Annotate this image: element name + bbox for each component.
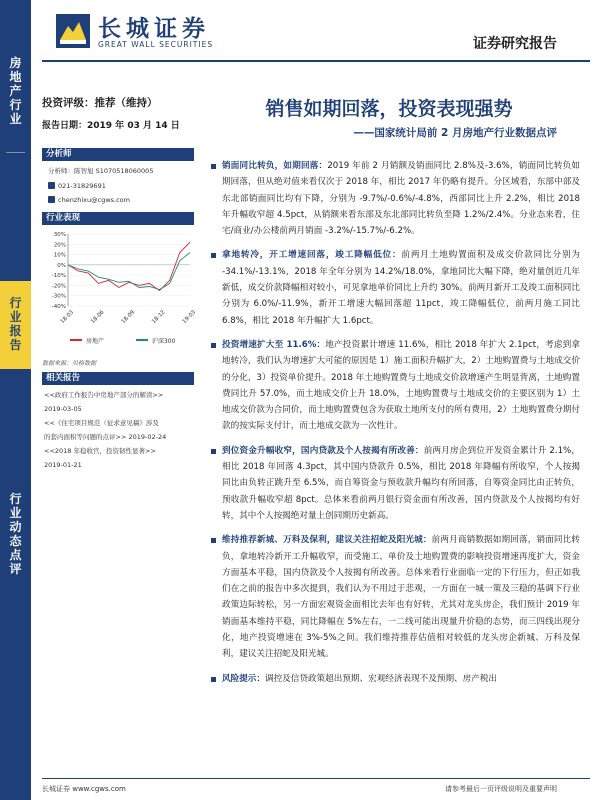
- chart-ytick-label: 10%: [53, 252, 66, 259]
- report-type-title: 证券研究报告: [473, 36, 557, 52]
- chart-xtick-label: 18-06: [90, 309, 106, 326]
- chart-xtick-label: 19-03: [181, 309, 198, 326]
- key-point-heading: 到位资金升幅收窄，国内贷款及个人按揭有所改善：: [222, 445, 424, 456]
- chart-legend: [70, 336, 205, 345]
- chart-ytick-label: 0%: [57, 262, 66, 269]
- legend-label-hs300: 沪深300: [151, 338, 176, 345]
- investment-rating: 投资评级：推荐（维持）: [42, 97, 158, 109]
- industry-performance-chart: [42, 228, 198, 352]
- key-point: [210, 337, 580, 435]
- related-report-line: 2019-03-05: [44, 405, 82, 413]
- chart-ytick-label: -30%: [51, 293, 66, 300]
- sidebar: [0, 0, 31, 800]
- sidebar-section-report-label: 行业报告: [9, 296, 22, 352]
- legend-item-realestate: [70, 336, 104, 345]
- chart-ytick-label: -10%: [51, 273, 66, 280]
- sidebar-section-comment: [0, 492, 31, 576]
- key-point: [210, 158, 580, 239]
- legend-item-hs300: [136, 336, 175, 345]
- related-report-line: <<2018 年稳收官，投资韧性显著>>: [44, 447, 156, 455]
- legend-swatch-realestate: [70, 339, 82, 341]
- related-report-line: 的套内面积等问题的点评>> 2019-02-24: [44, 433, 167, 441]
- key-points: [210, 158, 580, 687]
- chart-ytick-label: -40%: [51, 304, 66, 310]
- sidebar-divider: [6, 152, 25, 153]
- footer-disclaimer: 请参考最后一页评级说明及重要声明: [445, 785, 557, 793]
- key-point-heading: 风险提示：: [222, 673, 265, 684]
- logo-english-name: GREAT WALL SECURITIES: [98, 40, 214, 49]
- key-point-body: 地产投资累计增速 11.6%，相比 2018 年扩大 2.1pct，考虑到拿地转冷，我们认为增速扩大可能的原因是 1）施工面积升幅扩大，2）土地购置费与土地成交价的分化，3）投资单价提升。2018 年土地购置费与土地成交价款增速产生明显背离，土地购置费同比升 57.0%，而土地成交价上升 18.0%，土地购置费与土地成交价的主要区别为 1）土地成交价款为合同价，而土地购置费包含为获取土地所支付的所有费用，2）土地购置费分期付款的按实际支付计，而土地成交款为一次性计。: [222, 339, 580, 432]
- key-point-body: 前两月房企到位开发资金累计升 2.1%，相比 2018 年回落 4.3pct，其中国内贷款升 0.5%，相比 2018 年降幅有所收窄，个人按揭同比由负转正跳升至 6.5%，而自筹资金与预收款升幅均有所回落，自筹资金同比由正转负，预收款升幅收窄超 8pct。总体来看前两月银行资金面有所改善，国内贷款及个人按揭均有好转，其中个人按揭绝对量上创同期历史新高。: [222, 445, 580, 521]
- analyst-name: [48, 166, 153, 175]
- key-point-heading: 销面同比转负，如期回落：: [222, 161, 328, 171]
- bullet-icon: [211, 343, 216, 348]
- key-point: [210, 443, 580, 524]
- chart-source: 数据来源：贝格数据: [42, 360, 97, 367]
- header-rule: [42, 60, 590, 62]
- chart-series-line: [68, 242, 190, 290]
- key-point: [210, 671, 580, 687]
- trend-box-header: 行业表现: [42, 212, 194, 225]
- chart-xtick-label: 18-09: [120, 309, 137, 326]
- chart-xtick-label: 18-12: [151, 309, 167, 326]
- bullet-icon: [211, 677, 216, 682]
- chart-ytick-label: 20%: [53, 242, 66, 249]
- legend-label-realestate: 房地产: [86, 338, 105, 345]
- analyst-name-text: 分析师：陈智旭 S1070518060005: [48, 167, 154, 175]
- key-point-heading: 拿地转冷，开工增速回落，竣工降幅低位：: [222, 250, 402, 261]
- footer-website: 长城证券 www.cgws.com: [42, 785, 126, 793]
- performance-chart-svg: [42, 228, 198, 334]
- bullet-icon: [211, 164, 216, 169]
- chart-series-line: [68, 253, 190, 290]
- key-point-body: 前两月土地购置面积及成交价款同比分别为 -34.1%/-13.1%，2018 年全年分别为 14.2%/18.0%，拿地同比大幅下降，绝对量创近几年新低，成交价款降幅相对较小，可见拿地单价同比上升约 30%。前两月新开工及竣工面积同比分别为 6.0%/-11.9%，新开工增速大幅回落超 11pct，竣工降幅低位，前两月施工同比 6.8%，相比 2018 年升幅扩大 1.6pct。: [222, 250, 580, 326]
- sidebar-section-comment-label: 行业动态点评: [9, 492, 22, 576]
- related-report-line: <<《住宅项目规范（征求意见稿》涉及: [44, 419, 159, 427]
- bullet-icon: [211, 449, 216, 454]
- sidebar-section-report: [0, 296, 31, 352]
- key-point-heading: 维持推荐新城、万科及保利，建议关注招蛇及阳光城：: [222, 535, 432, 546]
- analyst-box-header: 分析师: [42, 148, 194, 161]
- report-main-title: 销售如期回落，投资表现强势: [265, 98, 513, 120]
- related-report-line: <<政府工作报告中房地产部分的解读>>: [44, 391, 164, 399]
- report-subtitle: ——国家统计局前 2 月房地产行业数据点评: [353, 127, 557, 139]
- legend-swatch-hs300: [136, 339, 148, 341]
- analyst-phone: [48, 182, 106, 190]
- chart-xtick-label: 18-03: [59, 309, 76, 326]
- analyst-phone-text: 021-31829691: [58, 182, 106, 190]
- bullet-icon: [211, 538, 216, 543]
- footer-rule: [42, 778, 590, 779]
- company-logo: [56, 8, 224, 56]
- report-date: 报告日期：2019 年 03 月 14 日: [42, 121, 180, 131]
- email-icon: [48, 196, 55, 203]
- logo-mark-icon: [56, 14, 90, 48]
- bullet-icon: [211, 253, 216, 258]
- key-point-body: 2019 年前 2 月销额及销面同比 2.8%及-3.6%，销面同比转负如期回落，但从绝对值来看仅次于 2018 年，相比 2017 年仍略有提升。分区域看，东部中部及东北部销面同比均有下降，分别为 -9.7%/-0.6%/-4.8%，西部同比上升 2.2%，相比 2018 年升幅收窄超 4.5pct，从销额来看东部及东北部同比转负至降 1.2%/2.4%。分业态来看，住宅/商业/办公楼前两月销面 -3.2%/-15.7%/-6.2%。: [222, 161, 580, 237]
- analyst-email: [48, 196, 130, 204]
- logo-mark-svg: [56, 14, 90, 48]
- key-point-body: 调控及信贷政策超出预期、宏观经济表现不及预期、房产税出: [264, 673, 498, 684]
- sidebar-section-industry: [0, 56, 31, 126]
- sidebar-section-industry-label: 房地产行业: [9, 56, 22, 126]
- key-point: [210, 532, 580, 662]
- chart-ytick-label: -20%: [51, 283, 66, 290]
- phone-icon: [48, 182, 55, 189]
- key-point-body: 前两月商销数据如期回落，销面同比转负，拿地转冷新开工升幅收窄，而受施工、单价及土地购置费的影响投资增速再度扩大，资金方面基本平稳，国内贷款及个人按揭有所改善。总体来看行业面临一定的下行压力，但正如我们在之前的报告中多次提到，我们认为不用过于悲观，一方面在一城一策及三稳的基调下行业政策边际转松，另一方面宏观资金面相比去年也有好转，尤其对龙头房企，我们预计 2019 年销面基本维持平稳，同比降幅在 5%左右，一二线可能出现量升价稳的态势，而三四线出现分化，地产投资增速在 3%-5%之间。我们维持推荐估值相对较低的龙头房企新城、万科及保利，建议关注招蛇及阳光城。: [222, 535, 580, 660]
- analyst-email-text: chenzhixu@cgws.com: [58, 196, 130, 204]
- related-report-line: 2019-01-21: [44, 461, 82, 469]
- chart-ytick-label: 30%: [53, 232, 66, 238]
- key-point-heading: 投资增速扩大至 11.6%：: [222, 339, 326, 350]
- key-point: [210, 247, 580, 328]
- related-box-header: 相关报告: [42, 372, 194, 385]
- logo-chinese-name: 长城证券: [98, 15, 210, 42]
